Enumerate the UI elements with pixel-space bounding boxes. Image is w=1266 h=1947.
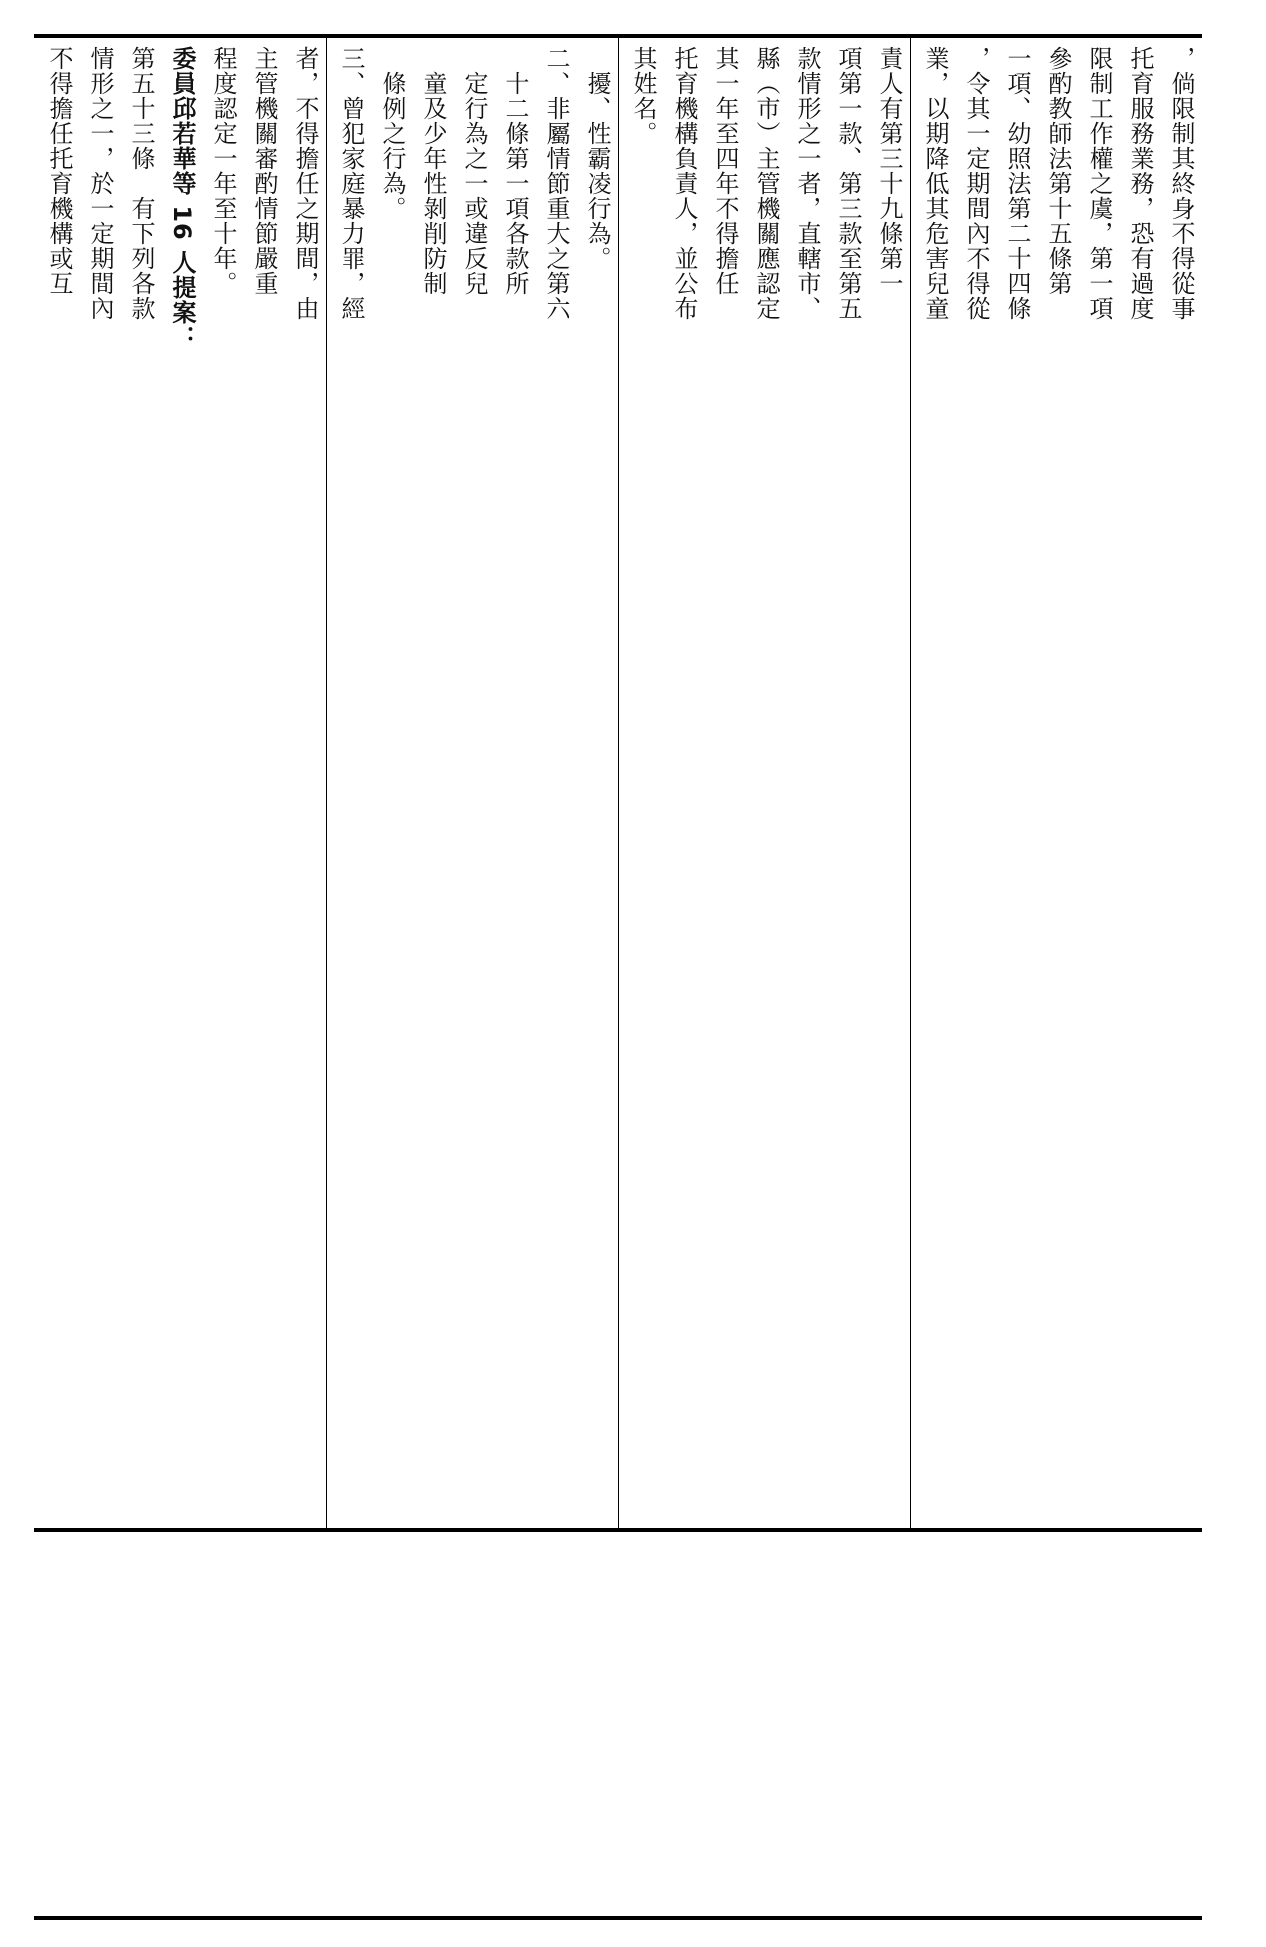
bottom-rule	[34, 1916, 1202, 1920]
text-column-4	[38, 36, 322, 1528]
text-line: 項第一款、第三款至第五	[834, 46, 862, 321]
text-line: 童及少年性剝削防制	[419, 46, 447, 296]
text-line: 擾、性霸凌行為。	[583, 46, 611, 271]
text-line: 條例之行為。	[378, 46, 406, 221]
text-line: 托育服務業務，恐有過度	[1126, 46, 1154, 321]
text-line: 第五十三條 有下列各款	[127, 46, 155, 321]
text-column-1	[914, 36, 1198, 1528]
text-line: ，令其一定期間內不得從	[962, 46, 990, 321]
column-divider	[910, 36, 911, 1528]
text-column-2	[622, 36, 906, 1528]
text-line: 其一年至四年不得擔任	[711, 46, 739, 296]
text-line: 限制工作權之虞，第一項	[1085, 46, 1113, 321]
text-line: 三、曾犯家庭暴力罪，經	[337, 46, 365, 321]
middle-rule	[34, 1528, 1202, 1532]
proposal-heading: 委員邱若華等 16 人提案：	[168, 46, 196, 351]
text-line: 定行為之一或違反兒	[460, 46, 488, 296]
text-line: 者，不得擔任之期間，由	[291, 46, 319, 321]
text-line: 二、非屬情節重大之第六	[542, 46, 570, 321]
text-line: 程度認定一年至十年。	[209, 46, 237, 296]
text-line: 業，以期降低其危害兒童	[921, 46, 949, 321]
text-line: 一項、幼照法第二十四條	[1003, 46, 1031, 321]
text-line: 主管機關審酌情節嚴重	[250, 46, 278, 296]
text-line: 情形之一，於一定期間內	[86, 46, 114, 321]
column-divider	[618, 36, 619, 1528]
text-line: ，倘限制其終身不得從事	[1167, 46, 1195, 321]
column-divider	[326, 36, 327, 1528]
text-line: 十二條第一項各款所	[501, 46, 529, 296]
text-line: 責人有第三十九條第一	[875, 46, 903, 296]
text-line: 托育機構負責人，並公布	[670, 46, 698, 321]
text-line: 不得擔任托育機構或互	[45, 46, 73, 296]
text-line: 其姓名。	[629, 46, 657, 146]
text-line: 款情形之一者，直轄市、	[793, 46, 821, 321]
text-line: 縣（市）主管機關應認定	[752, 46, 780, 321]
text-column-3	[330, 36, 614, 1528]
text-line: 參酌教師法第十五條第	[1044, 46, 1072, 296]
